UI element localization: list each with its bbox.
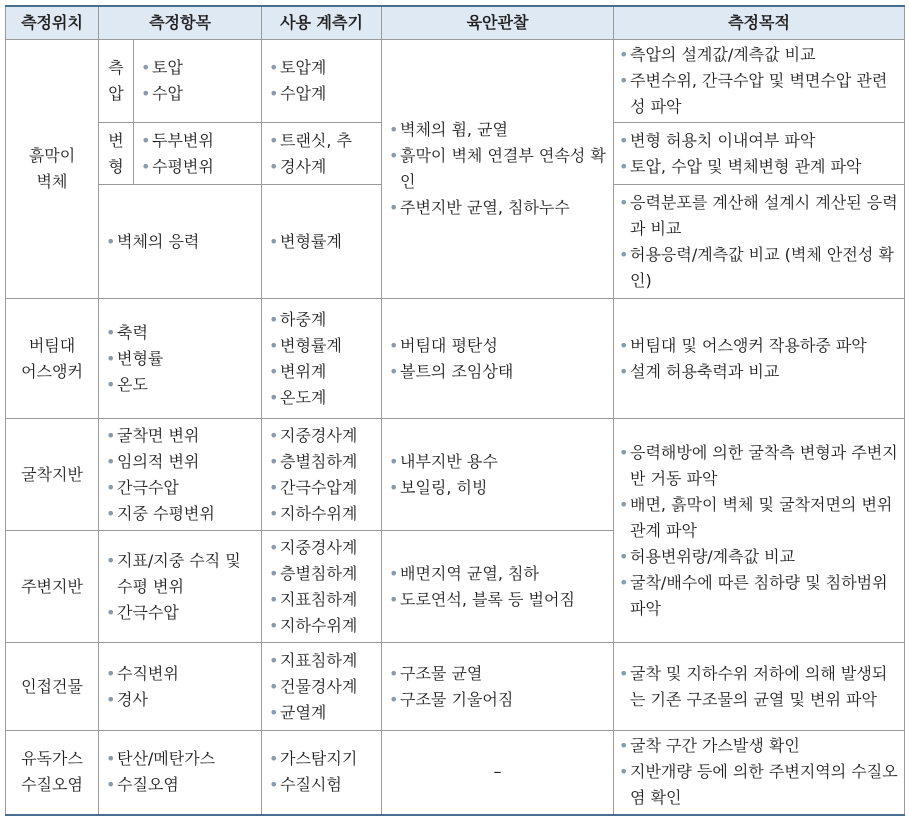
surrounding-visual bbox=[382, 531, 614, 643]
wall-purpose-stress bbox=[614, 185, 905, 299]
list-item: • 토압, 수압 및 벽체변형 관계 파악 bbox=[618, 154, 900, 180]
list-item: • 건물경사계 bbox=[268, 674, 375, 700]
header-row bbox=[6, 6, 905, 40]
list-item: • 허용응력/계측값 비교 (벽체 안전성 확인) bbox=[618, 242, 900, 294]
list-item: • 주변수위, 간극수압 및 벽면수압 관련성 파악 bbox=[618, 68, 900, 120]
list-item: • 트랜싯, 추 bbox=[268, 128, 375, 154]
list-item: • 수질시험 bbox=[268, 772, 375, 798]
list-item: • 온도 bbox=[105, 372, 255, 398]
gas-purpose bbox=[614, 731, 905, 815]
list-item: • 지중경사계 bbox=[268, 535, 375, 561]
wall-deform-items bbox=[134, 123, 262, 185]
excavation-visual bbox=[382, 419, 614, 531]
list-item: • 지중 수평변위 bbox=[105, 501, 255, 527]
header-item: 측정항목 bbox=[99, 6, 262, 40]
wall-pressure-instruments bbox=[262, 40, 382, 123]
strut-instruments bbox=[262, 299, 382, 419]
list-item: • 구조물 균열 bbox=[388, 661, 607, 687]
header-visual: 육안관찰 bbox=[382, 6, 614, 40]
list-item: • 굴착 및 지하수위 저하에 의해 발생되는 기존 구조물의 균열 및 변위 파악 bbox=[618, 661, 900, 713]
list-item: • 지표침하계 bbox=[268, 648, 375, 674]
header-instrument: 사용 계측기 bbox=[262, 6, 382, 40]
table-row bbox=[6, 299, 905, 419]
wall-visual bbox=[382, 40, 614, 299]
list-item: • 경사계 bbox=[268, 154, 375, 180]
wall-stress-items bbox=[99, 185, 262, 299]
list-item: • 지표침하계 bbox=[268, 587, 375, 613]
wall-purpose-deform bbox=[614, 123, 905, 185]
adjacent-purpose bbox=[614, 643, 905, 731]
measurement-table bbox=[5, 5, 905, 816]
list-item: • 간극수압계 bbox=[268, 475, 375, 501]
gas-visual: – bbox=[382, 731, 614, 815]
list-item: • 굴착/배수에 따른 침하량 및 침하범위 파악 bbox=[618, 570, 900, 622]
table-row bbox=[6, 643, 905, 731]
list-item: • 변형률 bbox=[105, 346, 255, 372]
subcat-deform: 변 형 bbox=[99, 123, 134, 185]
wall-pressure-items bbox=[134, 40, 262, 123]
list-item: • 탄산/메탄가스 bbox=[105, 746, 255, 772]
list-item: • 수평변위 bbox=[140, 154, 255, 180]
list-item: • 수질오염 bbox=[105, 772, 255, 798]
list-item: • 수압 bbox=[140, 81, 255, 107]
list-item: • 지하수위계 bbox=[268, 501, 375, 527]
list-item: • 경사 bbox=[105, 687, 255, 713]
wall-deform-instruments bbox=[262, 123, 382, 185]
list-item: • 온도계 bbox=[268, 385, 375, 411]
list-item: • 벽체의 휨, 균열 bbox=[388, 117, 607, 143]
excavation-instruments bbox=[262, 419, 382, 531]
header-location: 측정위치 bbox=[6, 6, 99, 40]
gas-items bbox=[99, 731, 262, 815]
strut-items bbox=[99, 299, 262, 419]
list-item: • 응력분포를 계산해 설계시 계산된 응력과 비교 bbox=[618, 190, 900, 242]
list-item: • 가스탐지기 bbox=[268, 746, 375, 772]
list-item: • 허용변위량/계측값 비교 bbox=[618, 544, 900, 570]
list-item: • 토압계 bbox=[268, 55, 375, 81]
excavation-items bbox=[99, 419, 262, 531]
list-item: • 지표/지중 수직 및 수평 변위 bbox=[105, 548, 255, 600]
list-item: • 지하수위계 bbox=[268, 613, 375, 639]
list-item: • 층별침하계 bbox=[268, 449, 375, 475]
list-item: • 두부변위 bbox=[140, 128, 255, 154]
list-item: • 변형률계 bbox=[268, 229, 375, 255]
list-item: • 토압 bbox=[140, 55, 255, 81]
table-row bbox=[6, 731, 905, 815]
list-item: • 변형률계 bbox=[268, 333, 375, 359]
location-gas: 유독가스 수질오염 bbox=[6, 731, 99, 815]
list-item: • 균열계 bbox=[268, 700, 375, 726]
wall-stress-instruments bbox=[262, 185, 382, 299]
list-item: • 버팀대 및 어스앵커 작용하중 파악 bbox=[618, 333, 900, 359]
list-item: • 보일링, 히빙 bbox=[388, 475, 607, 501]
location-excavation: 굴착지반 bbox=[6, 419, 99, 531]
list-item: • 지중경사계 bbox=[268, 423, 375, 449]
table-row bbox=[6, 40, 905, 123]
list-item: • 설계 허용축력과 비교 bbox=[618, 359, 900, 385]
list-item: • 주변지반 균열, 침하누수 bbox=[388, 195, 607, 221]
location-strut: 버팀대 어스앵커 bbox=[6, 299, 99, 419]
location-surrounding: 주변지반 bbox=[6, 531, 99, 643]
location-wall: 흙막이 벽체 bbox=[6, 40, 99, 299]
strut-visual bbox=[382, 299, 614, 419]
wall-purpose-pressure bbox=[614, 40, 905, 123]
ground-purpose bbox=[614, 419, 905, 643]
list-item: • 흙막이 벽체 연결부 연속성 확인 bbox=[388, 143, 607, 195]
surrounding-instruments bbox=[262, 531, 382, 643]
header-purpose: 측정목적 bbox=[614, 6, 905, 40]
adjacent-visual bbox=[382, 643, 614, 731]
list-item: • 수압계 bbox=[268, 81, 375, 107]
adjacent-items bbox=[99, 643, 262, 731]
gas-instruments bbox=[262, 731, 382, 815]
strut-purpose bbox=[614, 299, 905, 419]
list-item: • 간극수압 bbox=[105, 475, 255, 501]
list-item: • 배면지역 균열, 침하 bbox=[388, 561, 607, 587]
surrounding-items bbox=[99, 531, 262, 643]
table-row bbox=[6, 419, 905, 531]
list-item: • 구조물 기울어짐 bbox=[388, 687, 607, 713]
list-item: • 굴착면 변위 bbox=[105, 423, 255, 449]
list-item: • 버팀대 평탄성 bbox=[388, 333, 607, 359]
list-item: • 지반개량 등에 의한 주변지역의 수질오염 확인 bbox=[618, 759, 900, 811]
list-item: • 변형 허용치 이내여부 파악 bbox=[618, 128, 900, 154]
list-item: • 임의적 변위 bbox=[105, 449, 255, 475]
list-item: • 변위계 bbox=[268, 359, 375, 385]
list-item: • 벽체의 응력 bbox=[105, 229, 255, 255]
list-item: • 응력해방에 의한 굴착측 변형과 주변지반 거동 파악 bbox=[618, 440, 900, 492]
list-item: • 내부지반 용수 bbox=[388, 449, 607, 475]
list-item: • 배면, 흙막이 벽체 및 굴착저면의 변위관계 파악 bbox=[618, 492, 900, 544]
list-item: • 수직변위 bbox=[105, 661, 255, 687]
location-adjacent: 인접건물 bbox=[6, 643, 99, 731]
adjacent-instruments bbox=[262, 643, 382, 731]
list-item: • 굴착 구간 가스발생 확인 bbox=[618, 733, 900, 759]
list-item: • 하중계 bbox=[268, 307, 375, 333]
list-item: • 축력 bbox=[105, 320, 255, 346]
list-item: • 볼트의 조임상태 bbox=[388, 359, 607, 385]
list-item: • 층별침하계 bbox=[268, 561, 375, 587]
subcat-pressure: 측 압 bbox=[99, 40, 134, 123]
list-item: • 도로연석, 블록 등 벌어짐 bbox=[388, 587, 607, 613]
list-item: • 간극수압 bbox=[105, 600, 255, 626]
list-item: • 측압의 설계값/계측값 비교 bbox=[618, 42, 900, 68]
